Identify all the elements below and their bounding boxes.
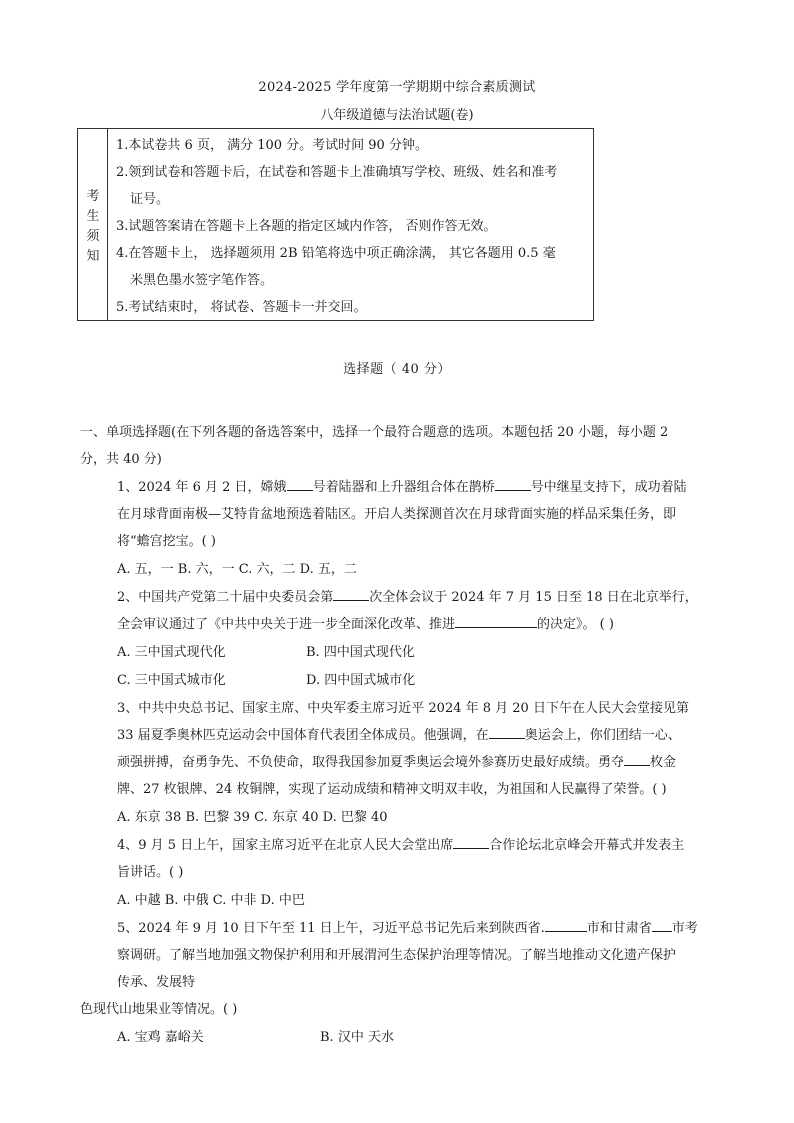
question-3-blank-2 <box>624 753 650 766</box>
question-2-line-1 <box>117 586 698 605</box>
question-4-blank-1 <box>453 836 489 849</box>
notice-line-3: 3.试题答案请在答题卡上各题的指定区域内作答， 否则作答无效。 <box>116 219 497 234</box>
question-5-blank-2 <box>652 919 672 932</box>
notice-line-2: 2.领到试卷和答题卡后，在试卷和答题卡上准确填写学校、班级、姓名和准考 <box>116 165 558 180</box>
question-2-blank-2 <box>455 615 537 628</box>
question-5-line-4: 色现代山地果业等情况。( ) <box>80 1002 238 1017</box>
question-5-option-b: B. 汉中 天水 <box>320 1030 394 1045</box>
exam-notice-table <box>77 128 594 321</box>
question-4-line-1 <box>117 834 684 853</box>
question-1-line-2: 在月球背面南极—艾特肯盆地预选着陆区。开启人类探测首次在月球背面实施的样品采集任务，即 <box>117 507 677 522</box>
notice-label: 考生须知 <box>86 189 100 264</box>
question-3-text-b: 奥运会上，你们团结一心、 <box>524 728 681 743</box>
question-2-option-c: C. 三中国式城市化 <box>117 673 226 688</box>
question-1-line-1 <box>117 476 687 495</box>
question-4-text-b: 合作论坛北京峰会开幕式并发表主 <box>489 838 685 853</box>
question-1-text-b: 号着陆器和上升器组合体在鹊桥 <box>312 480 495 495</box>
question-1-blank-1 <box>287 478 313 491</box>
question-3-text-c: 顽强拼搏，奋勇争先、不负使命，取得我国参加夏季奥运会境外参赛历史最好成绩。勇夺 <box>117 755 625 770</box>
question-4-line-2: 旨讲话。( ) <box>117 865 184 880</box>
question-5-blank-1 <box>545 919 587 932</box>
question-1-text-c: 号中继星支持下，成功着陆 <box>530 480 687 495</box>
exam-subtitle: 八年级道德与法治试题(卷) <box>320 108 474 123</box>
question-3-blank-1 <box>489 726 525 739</box>
question-3-text-d: 枚金 <box>650 755 677 770</box>
question-1-options: A. 五，一 B. 六，一 C. 六，二 D. 五，二 <box>117 562 357 577</box>
part-heading-line-2: 分，共 40 分) <box>80 452 162 467</box>
question-3-line-4: 牌、27 枚银牌、24 枚铜牌，实现了运动成绩和精神文明双丰收，为祖国和人民赢得了荣誉。( ) <box>117 782 667 797</box>
question-3-line-2 <box>117 724 681 743</box>
question-4-options: A. 中越 B. 中俄 C. 中非 D. 中巴 <box>117 893 305 908</box>
notice-line-5: 5.考试结束时， 将试卷、答题卡一并交回。 <box>116 300 367 315</box>
question-2-option-a: A. 三中国式现代化 <box>117 645 226 660</box>
question-5-line-1 <box>117 917 698 936</box>
question-2-text-d: 的决定》。 ( ) <box>537 617 614 632</box>
question-3-text-a: 33 届夏季奥林匹克运动会中国体育代表团全体成员。他强调，在 <box>117 728 489 743</box>
part-heading-line-1: 一、单项选择题(在下列各题的备选答案中，选择一个最符合题意的选项。本题包括 20 小题，每小题 2 <box>80 425 669 440</box>
question-2-text-b: 次全体会议于 2024 年 7 月 15 日至 18 日在北京举行， <box>369 590 698 605</box>
notice-line-4-cont: 米黑色墨水签字笔作答。 <box>130 273 274 288</box>
question-2-option-b: B. 四中国式现代化 <box>306 645 415 660</box>
section-title: 选择题（ 40 分） <box>343 362 451 377</box>
question-3-options: A. 东京 38 B. 巴黎 39 C. 东京 40 D. 巴黎 40 <box>117 810 388 825</box>
notice-line-4: 4.在答题卡上， 选择题须用 2B 铅笔将选中项正确涂满， 其它各题用 0.5 毫 <box>116 246 556 261</box>
question-5-text-c: 市考 <box>671 921 698 936</box>
question-2-line-2 <box>117 613 614 632</box>
question-2-text-a: 2、中国共产党第二十届中央委员会第 <box>117 590 334 605</box>
question-2-blank-1 <box>333 588 369 601</box>
question-1-blank-2 <box>495 478 531 491</box>
question-1-line-3: 将“蟾宫挖宝。( ) <box>117 534 216 549</box>
question-5-text-b: 市和甘肃省 <box>586 921 652 936</box>
question-5-line-3: 传承、发展特 <box>117 975 196 990</box>
question-1-text-a: 1、2024 年 6 月 2 日，嫦娥 <box>117 480 287 495</box>
question-5-option-a: A. 宝鸡 嘉峪关 <box>117 1030 204 1045</box>
notice-line-1: 1.本试卷共 6 页， 满分 100 分。考试时间 90 分钟。 <box>116 138 428 153</box>
notice-line-2-cont: 证号。 <box>130 192 170 207</box>
question-5-line-2: 察调研。了解当地加强文物保护利用和开展渭河生态保护治理等情况。了解当地推动文化遗产保护 <box>117 948 677 963</box>
question-2-text-c: 全会审议通过了《中共中央关于进一步全面深化改革、推进 <box>117 617 456 632</box>
question-2-option-d: D. 四中国式城市化 <box>306 673 416 688</box>
question-3-line-3 <box>117 751 676 770</box>
notice-label-cell <box>78 129 108 320</box>
question-3-line-1: 3、中共中央总书记、国家主席、中央军委主席习近平 2024 年 8 月 20 日下午在人民大会堂接见第 <box>117 701 689 716</box>
question-5-text-a: 5、2024 年 9 月 10 日下午至 11 日上午，习近平总书记先后来到陕西省. <box>117 921 545 936</box>
exam-title: 2024-2025 学年度第一学期期中综合素质测试 <box>258 80 536 95</box>
question-4-text-a: 4、9 月 5 日上午，国家主席习近平在北京人民大会堂出席 <box>117 838 454 853</box>
